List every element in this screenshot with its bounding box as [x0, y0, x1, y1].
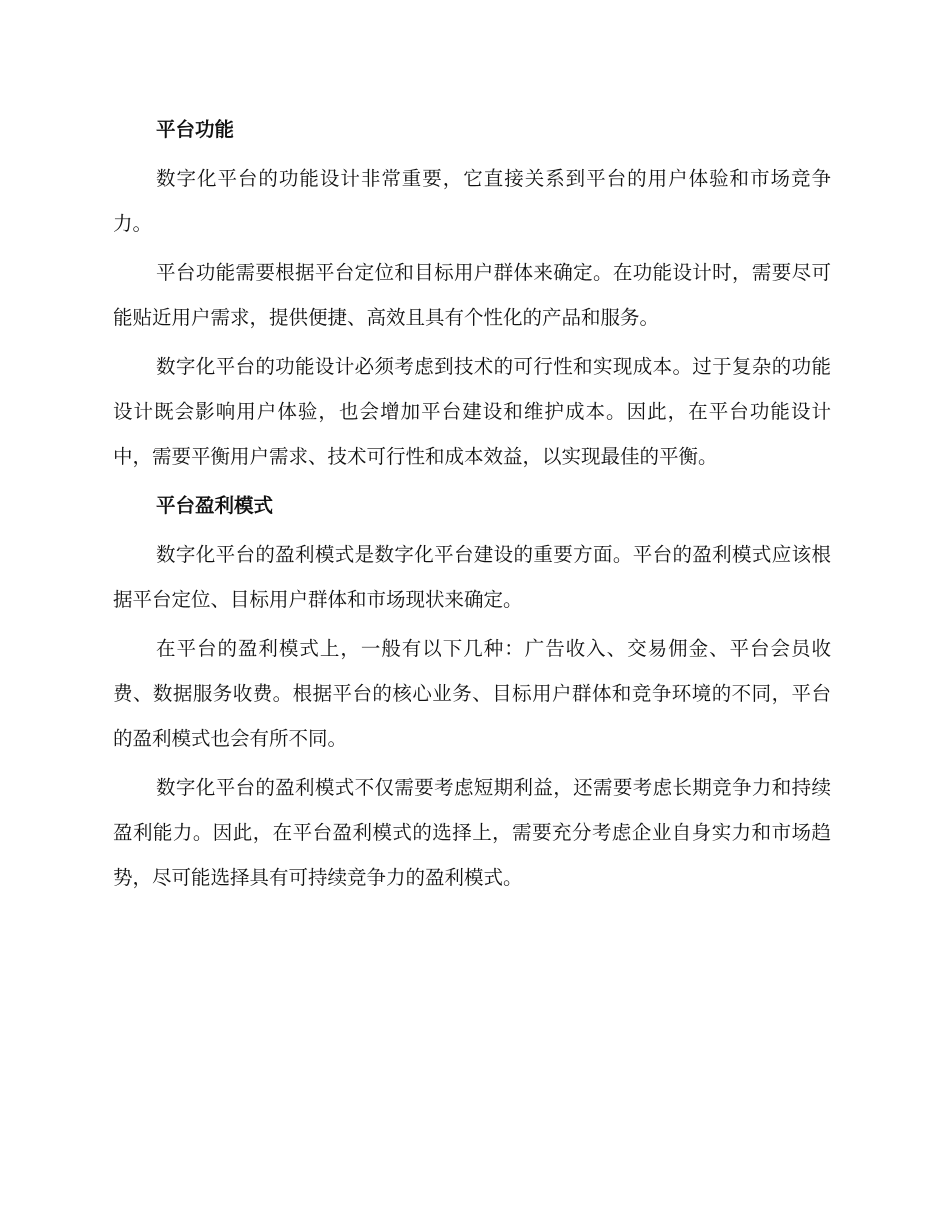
section-heading-platform-functions: 平台功能: [156, 118, 235, 141]
paragraph: 数字化平台的盈利模式是数字化平台建设的重要方面。平台的盈利模式应该根据平台定位、目标用户群体和市场现状来确定。: [113, 543, 831, 611]
paragraph: 平台功能需要根据平台定位和目标用户群体来确定。在功能设计时，需要尽可能贴近用户需求，提供便捷、高效且具有个性化的产品和服务。: [113, 261, 831, 329]
paragraph: 数字化平台的功能设计非常重要，它直接关系到平台的用户体验和市场竞争力。: [113, 167, 831, 235]
paragraph: 数字化平台的盈利模式不仅需要考虑短期利益，还需要考虑长期竞争力和持续盈利能力。因此，在平台盈利模式的选择上，需要充分考虑企业自身实力和市场趋势，尽可能选择具有可持续竞争力的盈利模式。: [113, 776, 831, 889]
document-page: [113, 107, 831, 904]
section-heading-profit-model: 平台盈利模式: [156, 494, 274, 517]
paragraph: 数字化平台的功能设计必须考虑到技术的可行性和实现成本。过于复杂的功能设计既会影响用户体验，也会增加平台建设和维护成本。因此，在平台功能设计中，需要平衡用户需求、技术可行性和成本效益，以实现最佳的平衡。: [113, 355, 831, 468]
paragraph: 在平台的盈利模式上，一般有以下几种：广告收入、交易佣金、平台会员收费、数据服务收费。根据平台的核心业务、目标用户群体和竞争环境的不同，平台的盈利模式也会有所不同。: [113, 637, 831, 750]
